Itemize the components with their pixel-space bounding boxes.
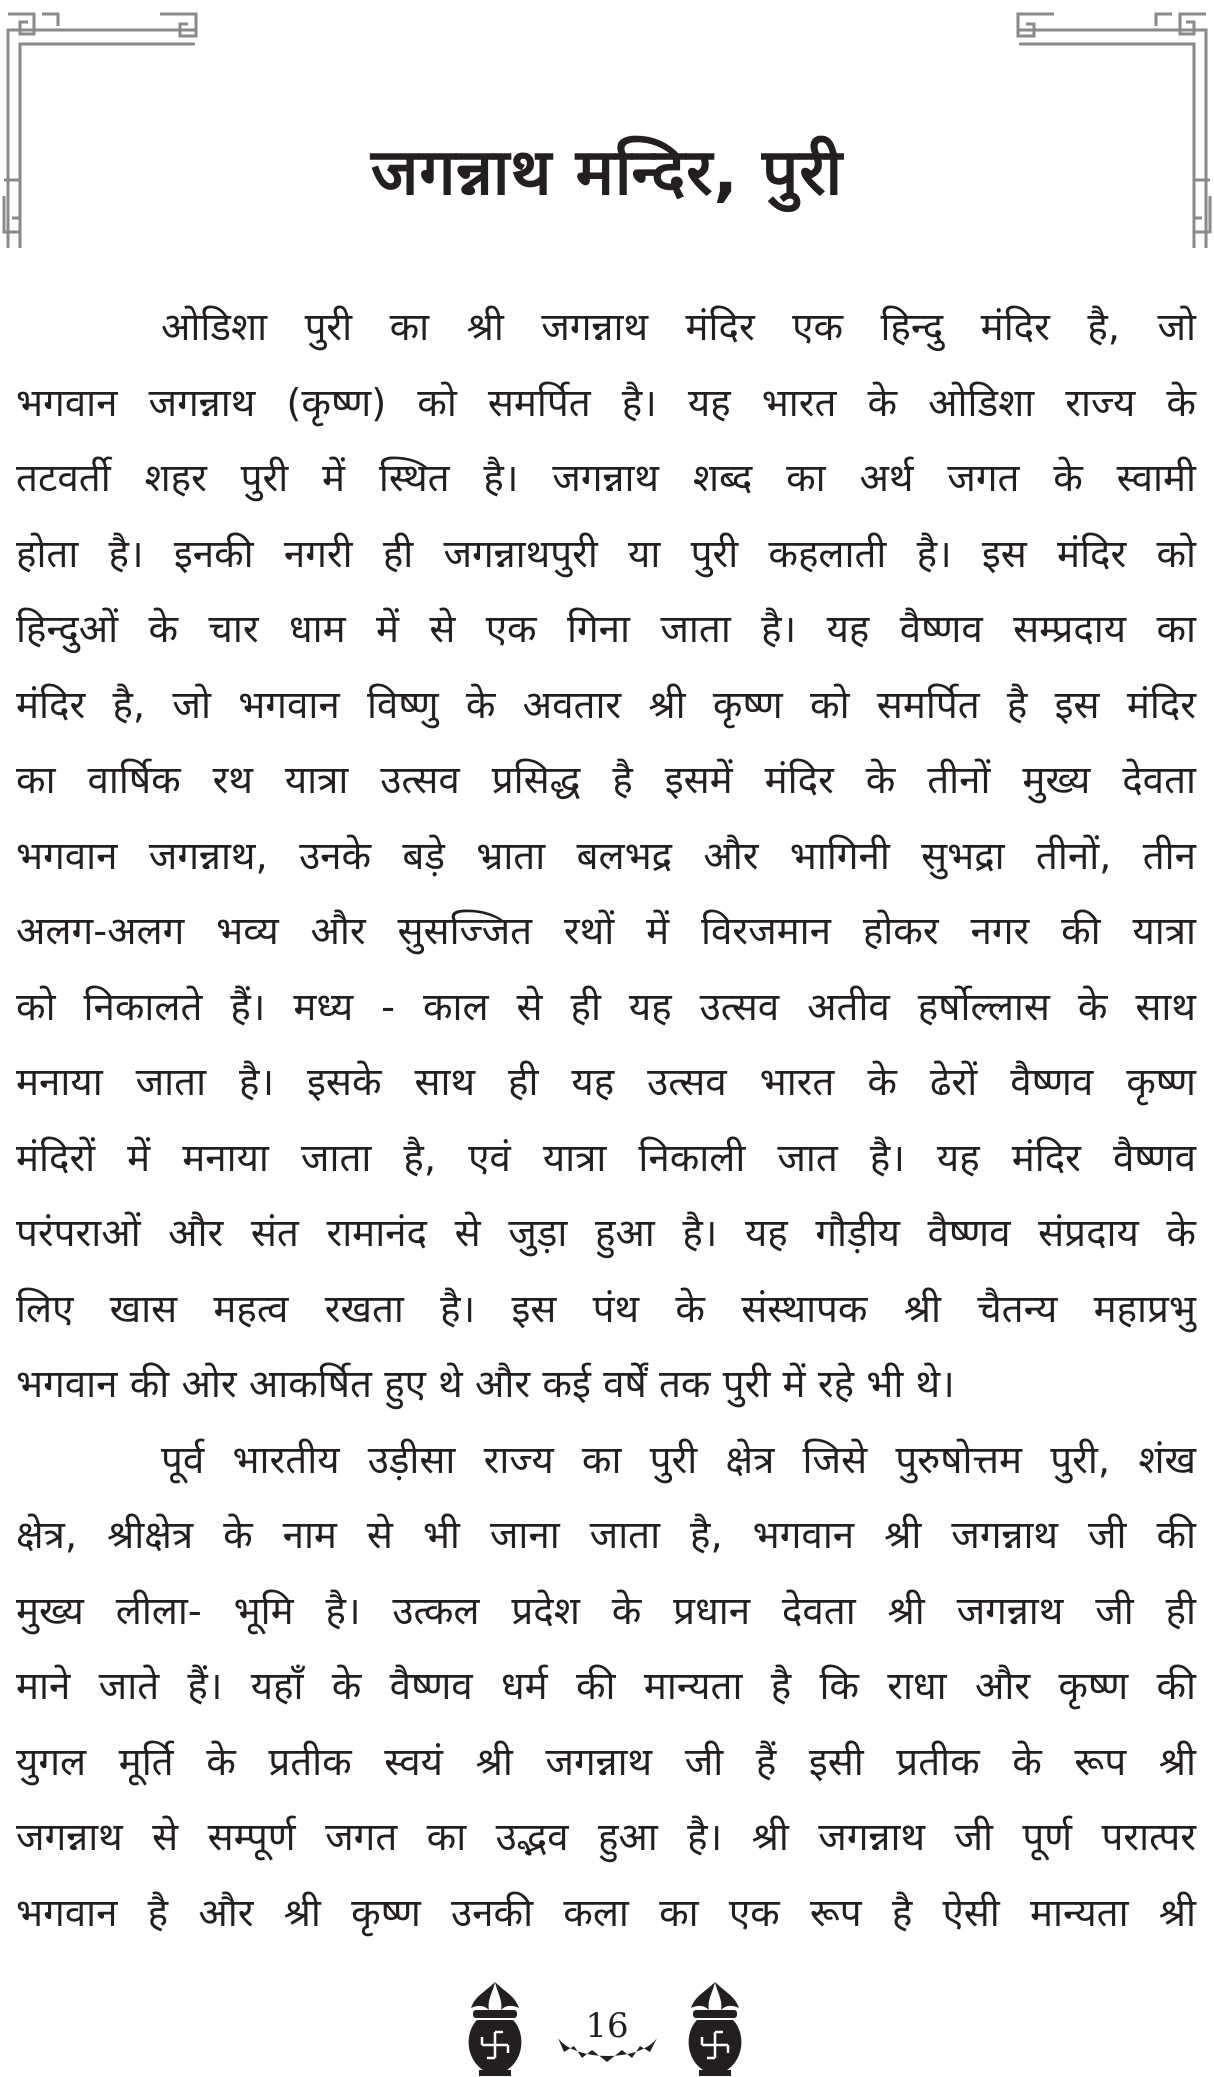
text-line: को निकालते हैं। मध्य - काल से ही यह उत्सव अतीव हर्षोल्लास के साथ <box>16 984 1196 1030</box>
text-line: ओडिशा पुरी का श्री जगन्नाथ मंदिर एक हिन्दु मंदिर है, जो <box>161 305 1196 350</box>
text-line: भगवान की ओर आकर्षित हुए थे और कई वर्षें तक पुरी में रहे भी थे। <box>16 1362 955 1407</box>
text-line: पूर्व भारतीय उड़ीसा राज्य का पुरी क्षेत्र जिसे पुरुषोत्तम पुरी, शंख <box>161 1437 1196 1483</box>
text-line: का वार्षिक रथ यात्रा उत्सव प्रसिद्ध है इसमें मंदिर के तीनों मुख्य देवता <box>16 758 1196 803</box>
page-title: जगन्नाथ मन्दिर, पुरी <box>370 135 844 210</box>
text-line: हिन्दुओं के चार धाम में से एक गिना जाता है। यह वैष्णव सम्प्रदाय का <box>16 607 1196 652</box>
text-line: युगल मूर्ति के प्रतीक स्वयं श्री जगन्नाथ जी हैं इसी प्रतीक के रूप श्री <box>16 1739 1196 1785</box>
text-line: तटवर्ती शहर पुरी में स्थित है। जगन्नाथ शब्द का अर्थ जगत के स्वामी <box>16 456 1196 501</box>
text-line: भगवान जगन्नाथ, उनके बड़े भ्राता बलभद्र और भागिनी सुभद्रा तीनों, तीन <box>16 833 1196 879</box>
text-line: भगवान है और श्री कृष्ण उनकी कला का एक रूप है ऐसी मान्यता श्री <box>16 1890 1196 1936</box>
text-line: जगन्नाथ से सम्पूर्ण जगत का उद्भव हुआ है। श्री जगन्नाथ जी पूर्ण परात्पर <box>16 1815 1196 1860</box>
text-line: मनाया जाता है। इसके साथ ही यह उत्सव भारत के ढेरों वैष्णव कृष्ण <box>16 1060 1196 1105</box>
text-line: भगवान जगन्नाथ (कृष्ण) को समर्पित है। यह भारत के ओडिशा राज्य के <box>16 380 1196 426</box>
paragraph-1 <box>16 290 1196 1423</box>
paragraph-2 <box>16 1423 1196 1952</box>
body-text <box>16 290 1196 1951</box>
text-line: परंपराओं और संत रामानंद से जुड़ा हुआ है। यह गौड़ीय वैष्णव संप्रदाय के <box>16 1211 1196 1256</box>
text-line: लिए खास महत्व रखता है। इस पंथ के संस्थापक श्री चैतन्य महाप्रभु <box>16 1286 1196 1332</box>
text-line: होता है। इनकी नगरी ही जगन्नाथपुरी या पुरी कहलाती है। इस मंदिर को <box>16 531 1196 577</box>
text-line: मंदिर है, जो भगवान विष्णु के अवतार श्री कृष्ण को समर्पित है इस मंदिर <box>16 682 1196 728</box>
text-line: मुख्य लीला- भूमि है। उत्कल प्रदेश के प्रधान देवता श्री जगन्नाथ जी ही <box>16 1588 1196 1634</box>
text-line: अलग-अलग भव्य और सुसज्जित रथों में विरजमान होकर नगर की यात्रा <box>16 909 1196 954</box>
text-line: मंदिरों में मनाया जाता है, एवं यात्रा निकाली जात है। यह मंदिर वैष्णव <box>16 1135 1196 1181</box>
page-number: 16 <box>585 2006 629 2046</box>
text-line: माने जाते हैं। यहाँ के वैष्णव धर्म की मान्यता है कि राधा और कृष्ण की <box>16 1664 1196 1709</box>
text-line: क्षेत्र, श्रीक्षेत्र के नाम से भी जाना जाता है, भगवान श्री जगन्नाथ जी की <box>16 1513 1196 1558</box>
